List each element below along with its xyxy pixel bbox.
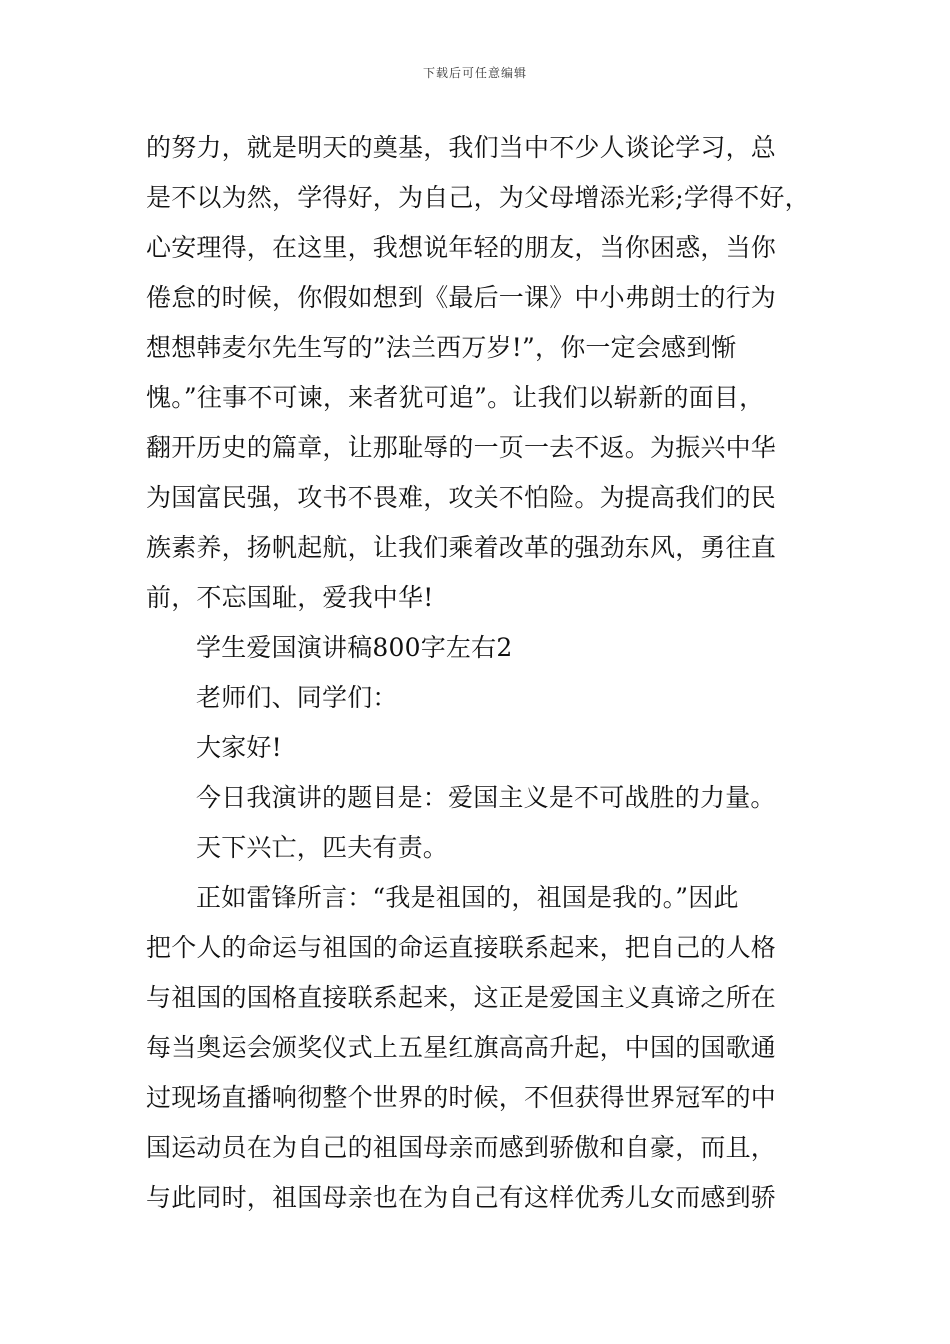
text-line: 的努力，就是明天的奠基，我们当中不少人谈论学习，总 <box>146 133 777 162</box>
greeting: 大家好! <box>196 733 282 762</box>
text-line: 国运动员在为自己的祖国母亲而感到骄傲和自豪，而且， <box>146 1133 777 1162</box>
text-line: 过现场直播响彻整个世界的时候，不但获得世界冠军的中 <box>146 1083 777 1112</box>
text-line: 为国富民强，攻书不畏难，攻关不怕险。为提高我们的民 <box>146 483 777 512</box>
section-title: 学生爱国演讲稿800字左右2 <box>196 633 513 662</box>
text-line: 天下兴亡，匹夫有责。 <box>196 833 449 862</box>
text-line: 心安理得，在这里，我想说年轻的朋友，当你困惑，当你 <box>146 233 777 262</box>
text-line: 与此同时，祖国母亲也在为自己有这样优秀儿女而感到骄 <box>146 1183 777 1212</box>
text-line: 前，不忘国耻，爱我中华! <box>146 583 434 612</box>
text-line: 想想韩麦尔先生写的”法兰西万岁!”，你一定会感到惭 <box>146 333 737 362</box>
text-line: 每当奥运会颁奖仪式上五星红旗高高升起，中国的国歌通 <box>146 1033 777 1062</box>
text-line: 与祖国的国格直接联系起来，这正是爱国主义真谛之所在 <box>146 983 777 1012</box>
salutation: 老师们、同学们： <box>196 683 398 712</box>
text-line: 是不以为然，学得好，为自己，为父母增添光彩;学得不好， <box>146 183 810 212</box>
text-line: 倦怠的时候，你假如想到《最后一课》中小弗朗士的行为 <box>146 283 777 312</box>
text-line: 把个人的命运与祖国的命运直接联系起来，把自己的人格 <box>146 933 777 962</box>
text-line: 今日我演讲的题目是：爱国主义是不可战胜的力量。 <box>196 783 776 812</box>
text-line: 愧。”往事不可谏，来者犹可追”。让我们以崭新的面目， <box>146 383 765 412</box>
text-line: 族素养，扬帆起航，让我们乘着改革的强劲东风，勇往直 <box>146 533 777 562</box>
text-line: 翻开历史的篇章，让那耻辱的一页一去不返。为振兴中华 <box>146 433 777 462</box>
page-header: 下载后可任意编辑 <box>422 66 527 80</box>
text-line: 正如雷锋所言：“我是祖国的，祖国是我的。”因此 <box>196 883 739 912</box>
